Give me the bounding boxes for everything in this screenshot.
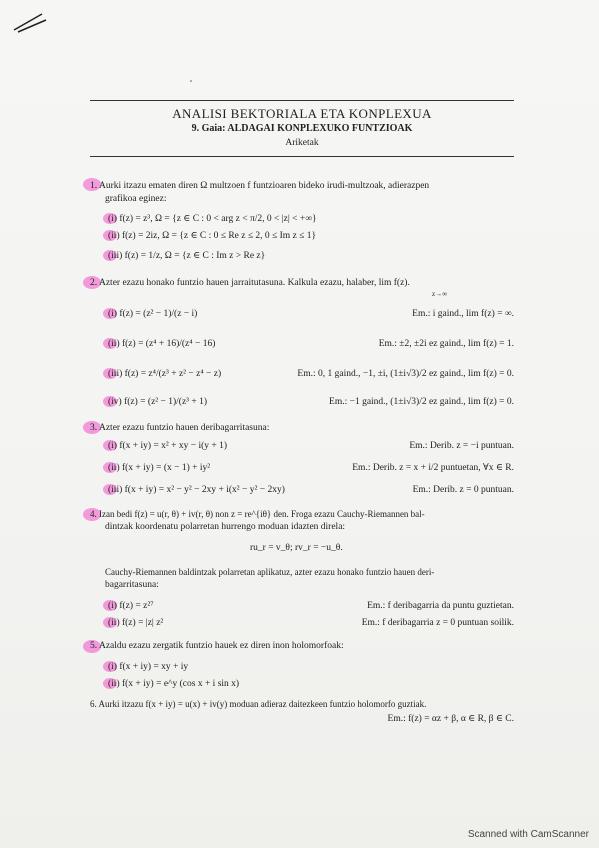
page-subtitle: 9. Gaia: ALDAGAI KONPLEXUKO FUNTZIOAK	[191, 123, 413, 134]
ex2-item-i: (i) f(z) = (z² − 1)/(z − i)	[108, 309, 198, 319]
header-rule	[90, 156, 514, 157]
ex4-item-i: (i) f(z) = z²⁷	[108, 601, 154, 611]
ex2-answer-i: Em.: i gaind., lim f(z) = ∞.	[412, 309, 514, 319]
ex6-answer: Em.: f(z) = αz + β, α ∈ R, β ∈ C.	[387, 714, 514, 724]
ex3-item-iii: (iii) f(x + iy) = x² − y² − 2xy + i(x² − y² − 2xy)	[108, 485, 285, 495]
ex1-item-iii: (iii) f(z) = 1/z, Ω = {z ∈ C : Im z > Re z}	[108, 251, 266, 261]
ex2-item-ii: (ii) f(z) = (z⁴ + 16)/(z⁴ − 16)	[108, 339, 216, 349]
ex4-statement-cont: dintzak koordenatu polarretan hurrengo moduan idazten direla:	[105, 522, 346, 532]
ex1-item-i: (i) f(z) = z³, Ω = {z ∈ C : 0 < arg z < π/2, 0 < |z| < +∞}	[108, 214, 317, 224]
ex6-statement: 6. Aurki itzazu f(x + iy) = u(x) + iv(y) moduan adieraz daitezkeen funtzio holomorfo guztiak.	[90, 699, 427, 709]
speck	[190, 80, 192, 82]
ex5-item-i: (i) f(x + iy) = xy + iy	[108, 662, 189, 672]
top-rule	[90, 100, 514, 101]
ex2-item-iii: (iii) f(z) = z⁴/(z³ + z² − z⁴ − z)	[108, 369, 222, 379]
ex2-statement: 2. Azter ezazu honako funtzio hauen jarraitutasuna. Kalkula ezazu, halaber, lim f(z).	[90, 278, 410, 288]
ex2-answer-iv: Em.: −1 gaind., (1±i√3)/2 ez gaind., lim f(z) = 0.	[329, 397, 514, 407]
ex2-item-iv: (iv) f(z) = (z² − 1)/(z³ + 1)	[108, 397, 208, 407]
ex3-answer-ii: Em.: Derib. z = x + i/2 puntuetan, ∀x ∈ R.	[352, 463, 514, 473]
ex3-answer-i: Em.: Derib. z = −i puntuan.	[409, 441, 514, 451]
ex4-statement-2: Cauchy-Riemannen baldintzak polarretan aplikatuz, azter ezazu honako funtzio hauen deri-	[105, 567, 435, 577]
ex3-item-ii: (ii) f(x + iy) = (x − 1) + iy²	[108, 463, 211, 473]
ex4-answer-i: Em.: f deribagarria da puntu guztietan.	[367, 601, 514, 611]
ex4-answer-ii: Em.: f deribagarria z = 0 puntuan soilik.	[361, 618, 514, 628]
ex4-equation: ru_r = v_θ; rv_r = −u_θ.	[250, 543, 343, 553]
ex4-item-ii: (ii) f(z) = |z| z²	[108, 618, 164, 628]
ex1-statement-cont: grafikoa eginez:	[105, 194, 167, 204]
ex3-item-i: (i) f(x + iy) = x² + xy − i(y + 1)	[108, 441, 228, 451]
ex1-statement: 1. Aurki itzazu ematen diren Ω multzoen f funtzioaren bideko irudi-multzoak, adierazpen	[90, 181, 430, 191]
ex2-answer-ii: Em.: ±2, ±2i ez gaind., lim f(z) = 1.	[378, 339, 514, 349]
scanner-watermark: Scanned with CamScanner	[467, 829, 589, 840]
ex1-item-ii: (ii) f(z) = 2iz, Ω = {z ∈ C : 0 ≤ Re z ≤ 2, 0 ≤ Im z ≤ 1}	[108, 231, 317, 241]
pen-scribble-icon	[12, 8, 52, 36]
ex5-statement: 5. Azaldu ezazu zergatik funtzio hauek ez diren inon holomorfoak:	[90, 641, 344, 651]
ex2-limit-sub: z→∞	[432, 290, 448, 298]
page-title: ANALISI BEKTORIALA ETA KONPLEXUA	[172, 106, 432, 121]
ex2-answer-iii: Em.: 0, 1 gaind., −1, ±i, (1±i√3)/2 ez gaind., lim f(z) = 0.	[297, 369, 514, 379]
section-label: Ariketak	[285, 138, 319, 148]
ex3-answer-iii: Em.: Derib. z = 0 puntuan.	[412, 485, 514, 495]
ex4-statement-2-cont: bagarritasuna:	[105, 580, 159, 590]
ex4-statement: 4. Izan bedi f(z) = u(r, θ) + iv(r, θ) non z = re^{iθ} den. Froga ezazu Cauchy-Riemannen bal-	[90, 509, 425, 519]
ex3-statement: 3. Azter ezazu funtzio hauen deribagarritasuna:	[90, 423, 270, 433]
ex5-item-ii: (ii) f(x + iy) = e^y (cos x + i sin x)	[108, 679, 240, 689]
